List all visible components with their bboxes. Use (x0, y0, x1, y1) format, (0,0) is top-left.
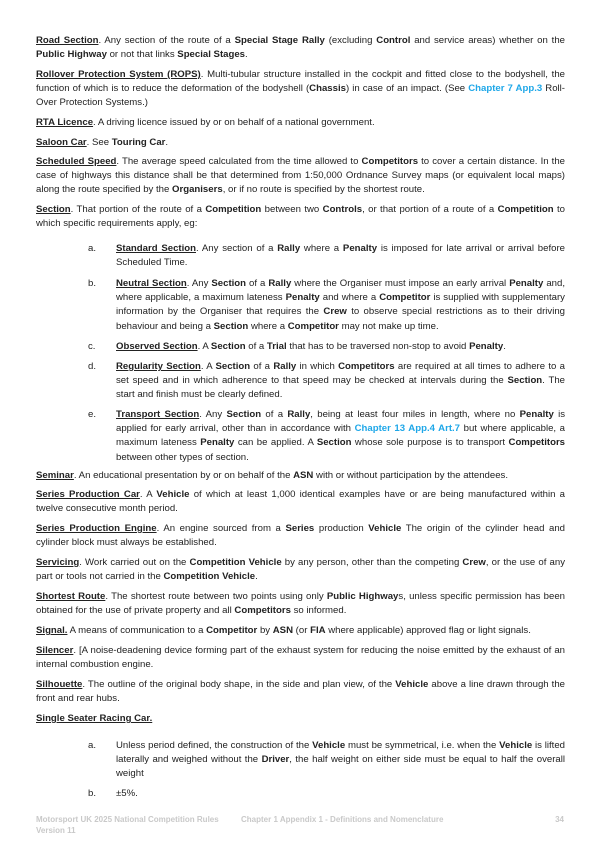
definition-single-seater-racing-car (36, 712, 565, 726)
definition-silencer: Silencer. [A noise-deadening device forming part of the exhaust system for reducing the noise emitted by the exhaust of an internal combustion engine. (36, 645, 565, 671)
chapter-13-app-4-art-7-link[interactable]: Chapter 13 App.4 Art.7 (354, 423, 461, 435)
definition-scheduled-speed: Scheduled Speed. The average speed calculated from the time allowed to Competitors to cover a certain distance. In the case of highways this distance shall be that determined from 1:50,000 Ordnance Survey maps (or equivalent local maps) along the route specified by the Organisers, or if no route is specified by the shortest route. (36, 156, 565, 196)
term: Seminar (36, 470, 74, 481)
list-item-single-seater-a: a. Unless period defined, the construction of the Vehicle must be symmetrical, i.e. when the Vehicle is lifted laterally and weighed without the Driver, the half weight on either side must be equal to half the overall weight (88, 740, 566, 780)
term: Regularity Section (116, 361, 201, 372)
term: Standard Section (116, 243, 196, 254)
definition-signal: Signal. A means of communication to a Competitor by ASN (or FIA where applicable) approved flag or light signals. (36, 625, 531, 636)
definition-road-section: Road Section. Any section of the route of a Special Stage Rally (excluding Control and service areas) whether on the Public Highway or not that links Special Stages. (36, 35, 565, 61)
list-item-standard-section: a. Standard Section. Any section of a Rally where a Penalty is imposed for late arrival or arrival before Scheduled Time. (88, 243, 565, 269)
term: Servicing (36, 557, 80, 568)
list-item-neutral-section: b. Neutral Section. Any Section of a Rally where the Organiser must impose an early arrival Penalty and, where applicable, a maximum lateness Penalty and where a Competitor is supplied with supplementary information by the Organiser that requires the Crew to observe special restrictions as to their driving behaviour and being a Section where a Competitor may not make up time. (88, 278, 565, 332)
term: Observed Section (116, 341, 198, 352)
definition-saloon-car: Saloon Car. See Touring Car. (36, 137, 169, 148)
chapter-7-app-3-link[interactable]: Chapter 7 App.3 (468, 83, 543, 95)
term: Signal. (36, 625, 68, 636)
term: Silhouette (36, 679, 83, 690)
definition-series-production-car: Series Production Car. A Vehicle of which at least 1,000 identical examples have or are being manufactured within a twelve consecutive month period. (36, 489, 566, 515)
definition-silhouette: Silhouette. The outline of the original body shape, in the side and plan view, of the Vehicle above a line drawn through the front and rear hubs. (36, 679, 565, 705)
definition-servicing: Servicing. Work carried out on the Competition Vehicle by any person, other than the competing Crew, or the use of any part or tools not carried in the Competition Vehicle. (36, 557, 565, 583)
page-number: 34 (555, 815, 564, 824)
term: Saloon Car (36, 137, 87, 148)
term: Series Production Car (36, 489, 140, 500)
definition-shortest-route: Shortest Route. The shortest route between two points using only Public Highways, unless specific permission has been obtained for the use of private property and all Competitors so informed. (36, 591, 565, 617)
list-item-regularity-section: d. Regularity Section. A Section of a Rally in which Competitors are required at all times to adhere to a set speed and in which adherence to that speed may be checked at intervals during the Section. The start and finish must be clearly defined. (88, 361, 565, 401)
term: Neutral Section (116, 278, 187, 289)
list-item-single-seater-b: b. ±5%. (88, 788, 138, 799)
term: Series Production Engine (36, 523, 157, 534)
term: Shortest Route (36, 591, 106, 602)
definition-series-production-engine: Series Production Engine. An engine sourced from a Series production Vehicle The origin of the cylinder head and cylinder block must always be established. (36, 523, 566, 549)
definition-rta-licence: RTA Licence. A driving licence issued by or on behalf of a national government. (36, 117, 375, 128)
term: Rollover Protection System (ROPS) (36, 69, 201, 80)
term: RTA Licence (36, 117, 94, 128)
term: Silencer (36, 645, 74, 656)
definition-section: Section. That portion of the route of a Competition between two Controls, or that portion of a route of a Competition to which specific requirements apply, eg: (36, 204, 565, 230)
definition-rops: Rollover Protection System (ROPS). Multi-tubular structure installed in the cockpit and fitted close to the bodyshell, the function of which is to reduce the deformation of the bodyshell (Chassis) in case of an impact. (See Chapter 7 App.3 Roll-Over Protection Systems.) (36, 69, 566, 109)
term: Scheduled Speed (36, 156, 117, 167)
list-item-observed-section: c. Observed Section. A Section of a Trial that has to be traversed non-stop to avoid Penalty. (88, 341, 506, 352)
term: Section (36, 204, 71, 215)
list-item-transport-section: e. Transport Section. Any Section of a Rally, being at least four miles in length, where no Penalty is applied for early arrival, other than in accordance with Chapter 13 App.4 Art.7 but where applicable, a maximum lateness Penalty can be applied. A Section whose sole purpose is to transport Competitors between other types of section. (88, 409, 566, 463)
footer-chapter-title: Chapter 1 Appendix 1 - Definitions and Nomenclature (241, 815, 444, 824)
term: Transport Section (116, 409, 200, 420)
term: Road Section (36, 35, 99, 46)
term: Single Seater Racing Car. (36, 713, 153, 724)
definition-seminar: Seminar. An educational presentation by or on behalf of the ASN with or without participation by the attendees. (36, 470, 509, 481)
footer-document-title: Motorsport UK 2025 National Competition Rules Version 11 (36, 815, 219, 835)
